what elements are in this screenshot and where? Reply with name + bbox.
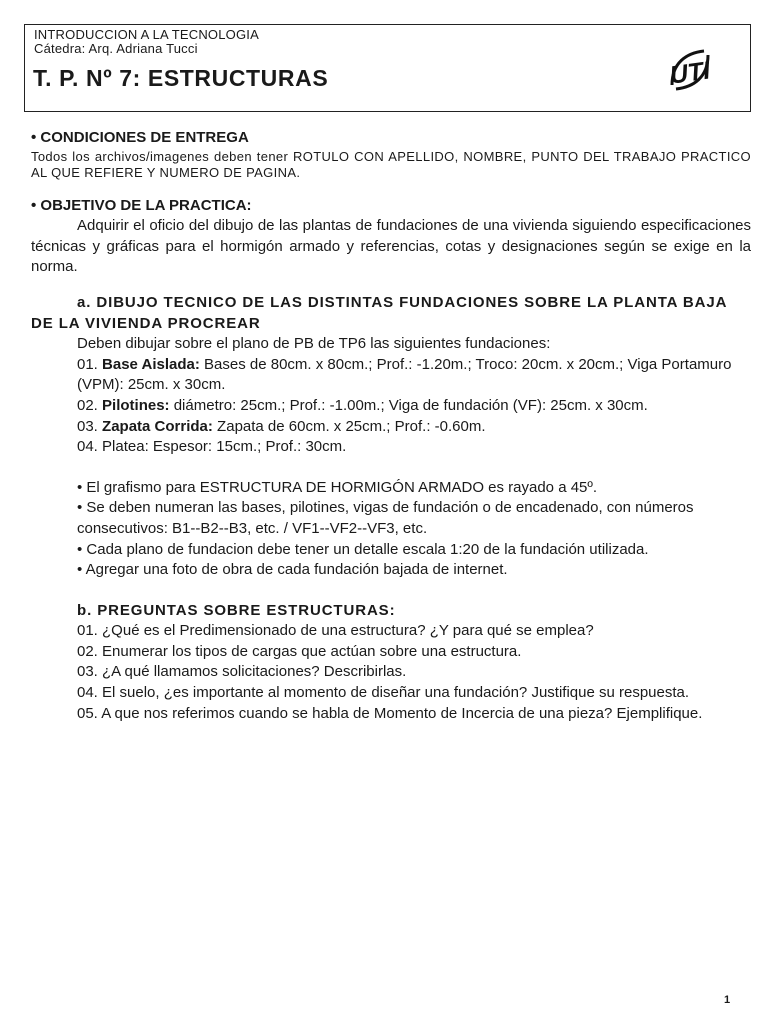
part-b-title bbox=[31, 601, 751, 622]
item-text: Zapata de 60cm. x 25cm.; Prof.: -0.60m. bbox=[212, 417, 486, 435]
part-b-letter: b. bbox=[77, 601, 93, 619]
part-a-title bbox=[31, 293, 751, 334]
logo-text: UTI bbox=[668, 56, 712, 90]
section-title-objetivo: • OBJETIVO DE LA PRACTICA: bbox=[31, 196, 252, 214]
foundation-item bbox=[77, 437, 751, 458]
part-b-heading: PREGUNTAS SOBRE ESTRUCTURAS: bbox=[97, 601, 396, 619]
question-item: 03. ¿A qué llamamos solicitaciones? Describirlas. bbox=[77, 663, 407, 681]
part-a-intro: Deben dibujar sobre el plano de PB de TP6 las siguientes fundaciones: bbox=[77, 335, 551, 353]
section-title-condiciones: • CONDICIONES DE ENTREGA bbox=[31, 129, 249, 146]
item-bold-label: Base Aislada: bbox=[102, 355, 200, 373]
question-item: 02. Enumerar los tipos de cargas que actúan sobre una estructura. bbox=[77, 642, 522, 660]
item-bold-label: Pilotines: bbox=[102, 396, 170, 414]
condiciones-text: Todos los archivos/imagenes deben tener ROTULO CON APELLIDO, NOMBRE, PUNTO DEL TRABAJO PRACTICO AL QUE REFIERE Y NUMERO DE PAGINA. bbox=[31, 148, 751, 180]
foundation-item bbox=[77, 355, 751, 396]
foundation-list bbox=[31, 355, 751, 458]
chair-name: Cátedra: Arq. Adriana Tucci bbox=[34, 41, 198, 56]
questions-list bbox=[31, 621, 751, 724]
question-item: 04. El suelo, ¿es importante al momento de diseñar una fundación? Justifique su respuesta. bbox=[77, 684, 690, 702]
requirement-bullet: • Agregar una foto de obra de cada fundación bajada de internet. bbox=[77, 561, 508, 579]
page-title: T. P. Nº 7: ESTRUCTURAS bbox=[33, 65, 329, 91]
document-header bbox=[24, 24, 751, 112]
course-name: INTRODUCCION A LA TECNOLOGIA bbox=[34, 27, 259, 42]
part-a-letter: a. bbox=[77, 293, 92, 311]
document-body bbox=[31, 128, 751, 724]
uti-logo-icon bbox=[666, 43, 714, 97]
item-text: Platea: Espesor: 15cm.; Prof.: 30cm. bbox=[102, 438, 347, 456]
item-number: 02. bbox=[77, 396, 98, 414]
item-bold-label: Zapata Corrida: bbox=[102, 417, 213, 435]
item-text: Bases de 80cm. x 80cm.; Prof.: -1.20m.; Troco: 20cm. x 20cm.; Viga Portamuro (VPM): 25cm. x 30cm. bbox=[77, 355, 732, 394]
foundation-item bbox=[77, 417, 751, 438]
requirements-list bbox=[31, 478, 751, 581]
part-a-heading: DIBUJO TECNICO DE LAS DISTINTAS FUNDACIONES SOBRE LA PLANTA BAJA DE LA VIVIENDA PROCREAR bbox=[31, 293, 727, 332]
requirement-bullet: • Cada plano de fundacion debe tener un detalle escala 1:20 de la fundación utilizada. bbox=[77, 540, 649, 558]
item-text: diámetro: 25cm.; Prof.: -1.00m.; Viga de fundación (VF): 25cm. x 30cm. bbox=[169, 396, 648, 414]
item-number: 01. bbox=[77, 355, 98, 373]
item-number: 04. bbox=[77, 438, 98, 456]
objetivo-text: Adquirir el oficio del dibujo de las plantas de fundaciones de una vivienda siguiendo especificaciones técnicas y gráficas para el hormigón armado y referencias, cotas y designaciones según se exige en la norma. bbox=[31, 217, 751, 276]
question-item: 05. A que nos referimos cuando se habla de Momento de Incercia de una pieza? Ejemplifique. bbox=[77, 704, 703, 722]
foundation-item bbox=[77, 396, 751, 417]
requirement-bullet: • Se deben numeran las bases, pilotines, vigas de fundación o de encadenado, con números consecutivos: B1--B2--B3, etc. / VF1--VF2--VF3, etc. bbox=[77, 499, 694, 537]
question-item: 01. ¿Qué es el Predimensionado de una estructura? ¿Y para qué se emplea? bbox=[77, 622, 594, 640]
item-number: 03. bbox=[77, 417, 98, 435]
requirement-bullet: • El grafismo para ESTRUCTURA DE HORMIGÓN ARMADO es rayado a 45º. bbox=[77, 478, 598, 496]
page-number: 1 bbox=[724, 994, 731, 1006]
